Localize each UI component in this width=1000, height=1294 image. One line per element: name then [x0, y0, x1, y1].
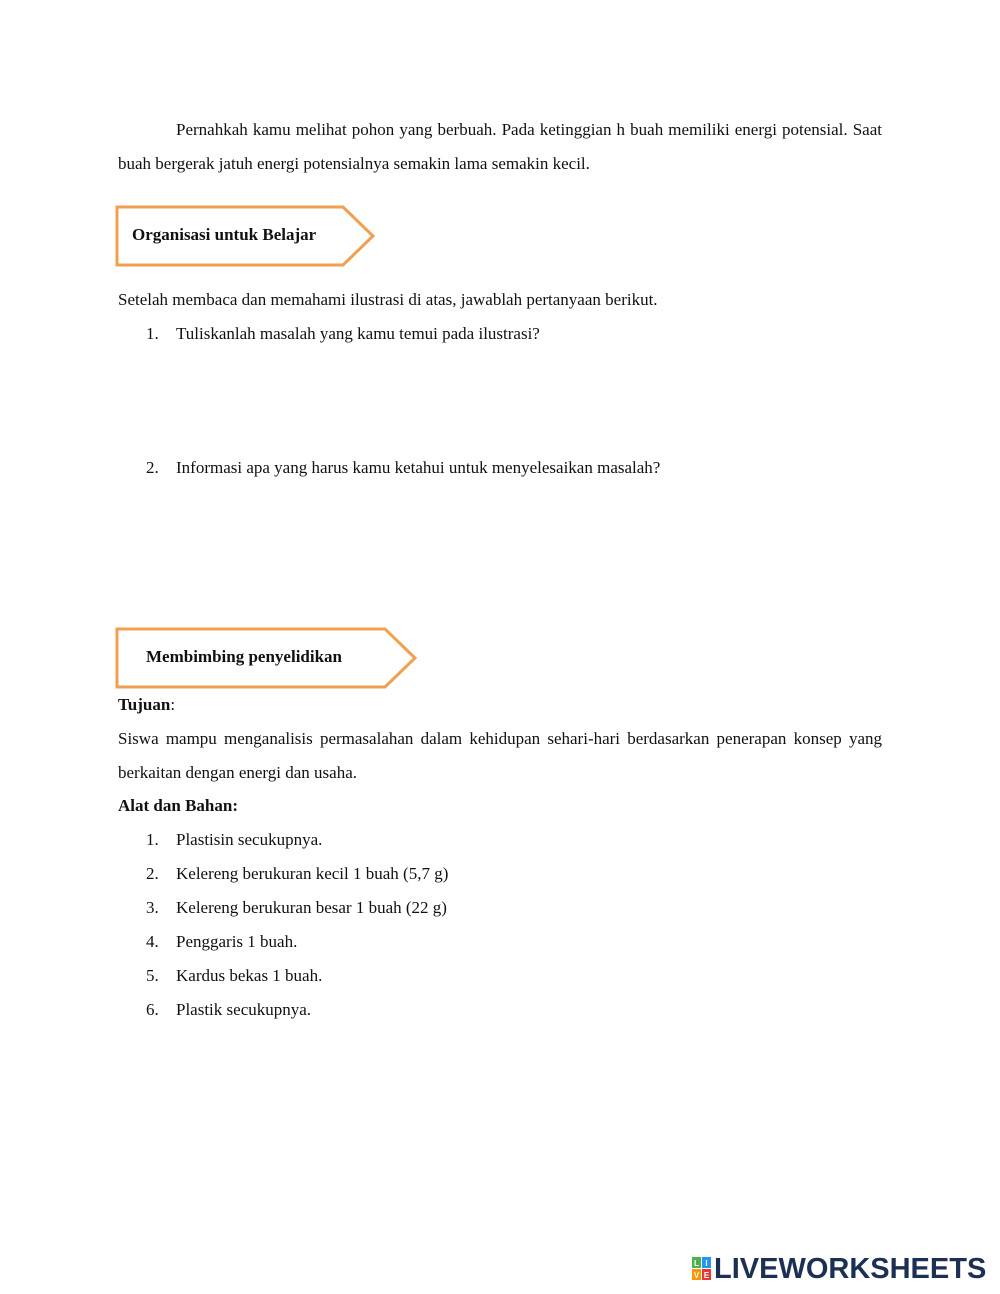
- material-text: Plastisin secukupnya.: [176, 830, 323, 849]
- list-number: 3.: [146, 898, 159, 917]
- material-text: Plastik secukupnya.: [176, 1000, 312, 1019]
- goal-colon: :: [170, 695, 176, 714]
- list-item: [146, 823, 448, 857]
- liveworksheets-logo-text: LIVEWORKSHEETS: [714, 1253, 987, 1285]
- section-label-text: Organisasi untuk Belajar: [132, 225, 317, 244]
- svg-text:V: V: [693, 1271, 700, 1280]
- goal-heading-line: [118, 688, 882, 722]
- question-list-2: [146, 451, 660, 485]
- material-text: Kardus bekas 1 buah.: [176, 966, 323, 985]
- list-number: 1.: [146, 830, 159, 849]
- materials-list: [146, 823, 448, 1027]
- list-item: [146, 317, 540, 351]
- svg-text:E: E: [703, 1271, 710, 1280]
- svg-text:L: L: [694, 1259, 699, 1268]
- material-text: Kelereng berukuran kecil 1 buah (5,7 g): [176, 864, 449, 883]
- intro-paragraph: Pernahkah kamu melihat pohon yang berbuah. Pada ketinggian h buah memiliki energi potensial. Saat buah bergerak jatuh energi potensialnya semakin lama semakin kecil.: [118, 120, 882, 173]
- svg-text:I: I: [705, 1259, 708, 1268]
- list-item: [146, 993, 448, 1027]
- goal-heading: Tujuan: [118, 695, 171, 714]
- section-label-text: Membimbing penyelidikan: [146, 647, 343, 666]
- list-item: [146, 925, 448, 959]
- question-list-1: [146, 317, 540, 351]
- list-item: [146, 857, 448, 891]
- list-number: 5.: [146, 966, 159, 985]
- list-number: 1.: [146, 324, 159, 343]
- material-text: Penggaris 1 buah.: [176, 932, 298, 951]
- question-text: Tuliskanlah masalah yang kamu temui pada ilustrasi?: [176, 324, 540, 343]
- list-item: [146, 959, 448, 993]
- goal-paragraph: Siswa mampu menganalisis permasalahan dalam kehidupan sehari-hari berdasarkan penerapan konsep yang berkaitan dengan energi dan usaha.: [118, 729, 882, 782]
- list-number: 4.: [146, 932, 159, 951]
- question-text: Informasi apa yang harus kamu ketahui untuk menyelesaikan masalah?: [176, 458, 661, 477]
- materials-heading: Alat dan Bahan:: [118, 796, 238, 815]
- material-text: Kelereng berukuran besar 1 buah (22 g): [176, 898, 447, 917]
- liveworksheets-logo-icon: [692, 1257, 712, 1281]
- instruction-text: Setelah membaca dan memahami ilustrasi di atas, jawablah pertanyaan berikut.: [118, 290, 658, 309]
- list-item: [146, 451, 660, 485]
- list-item: [146, 891, 448, 925]
- list-number: 2.: [146, 458, 159, 477]
- section-label-membimbing: [115, 627, 419, 689]
- section-label-organisasi: [115, 205, 377, 267]
- liveworksheets-logo[interactable]: [692, 1252, 992, 1286]
- list-number: 6.: [146, 1000, 159, 1019]
- list-number: 2.: [146, 864, 159, 883]
